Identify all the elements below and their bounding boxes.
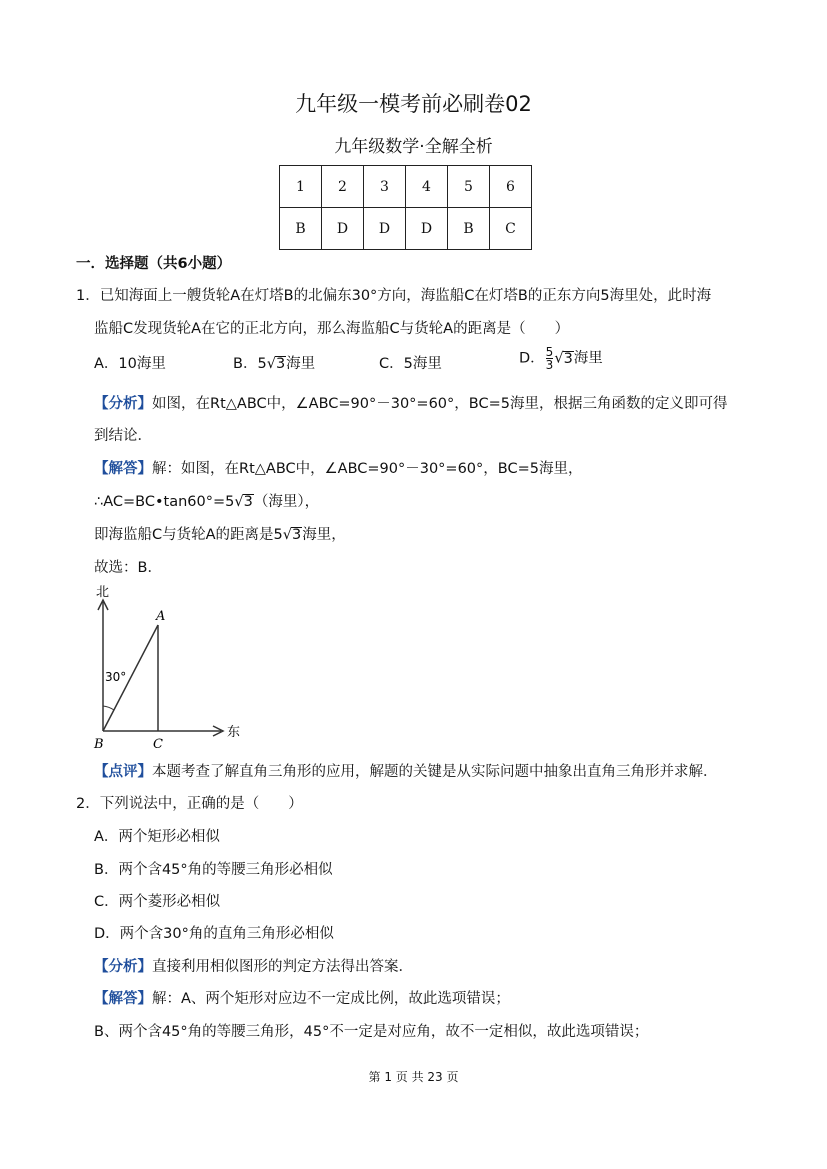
q1-solution-text: 解：如图，在Rt△ABC中，∠ABC=90°－30°=60°，BC=5海里，: [152, 461, 583, 477]
sqrt-sign: √: [266, 356, 276, 372]
sqrt-sign: √: [282, 527, 293, 543]
q1-option-b-radicand: 3: [275, 356, 286, 372]
sqrt-sign: √: [554, 350, 564, 367]
answer-table-answer-row: [280, 208, 532, 250]
east-label: 东: [227, 725, 241, 740]
comment-tag: 【点评】: [94, 764, 152, 780]
q1-solution2-prefix: ∴AC=BC•tan60°=5: [94, 494, 235, 510]
table-cell: 6: [490, 166, 532, 208]
q1-solution-line1: [94, 457, 582, 478]
page-footer: 第 1 页 共 23 页: [368, 1070, 459, 1084]
q1-solution-line3: [94, 523, 346, 544]
q1-comment-text: 本题考查了解直角三角形的应用，解题的关键是从实际问题中抽象出直角三角形并求解．: [152, 764, 718, 780]
q2-analysis: [94, 955, 413, 976]
q2-option-b: B．两个含45°角的等腰三角形必相似: [94, 862, 333, 878]
table-cell: B: [448, 208, 490, 250]
q1-option-b: [233, 352, 315, 373]
table-cell: D: [322, 208, 364, 250]
triangle-figure: [86, 580, 256, 752]
q2-option-c: C．两个菱形必相似: [94, 894, 221, 910]
q1-option-d-prefix: D．: [519, 350, 545, 367]
point-b-label: B: [94, 737, 104, 752]
table-cell: 2: [322, 166, 364, 208]
q1-option-c: C．5海里: [379, 356, 442, 372]
q2-solution-text: 解：A、两个矩形对应边不一定成比例，故此选项错误；: [152, 991, 510, 1007]
table-cell: D: [364, 208, 406, 250]
table-cell: 5: [448, 166, 490, 208]
q1-solution3-prefix: 即海监船C与货轮A的距离是5: [94, 527, 283, 543]
q1-option-d-radicand: 3: [563, 350, 573, 367]
q1-option-b-prefix: B．5: [233, 356, 267, 372]
sqrt-sign: √: [234, 494, 244, 510]
q2-option-a: A．两个矩形必相似: [94, 829, 220, 845]
point-c-label: C: [153, 737, 163, 752]
table-cell: 1: [280, 166, 322, 208]
q1-stem-line1: 1．已知海面上一艘货轮A在灯塔B的北偏东30°方向，海监船C在灯塔B的正东方向5海里处，此时海: [76, 288, 712, 304]
point-a-label: A: [156, 609, 166, 624]
fraction-numerator: 5: [545, 345, 554, 359]
analysis-tag: 【分析】: [94, 959, 152, 975]
q2-solution-line1: [94, 987, 510, 1008]
north-label: 北: [96, 585, 110, 600]
q2-stem: 2．下列说法中，正确的是（ ）: [76, 796, 303, 812]
angle-arc: [103, 706, 114, 710]
q2-solution-line2: B、两个含45°角的等腰三角形，45°不一定是对应角，故不一定相似，故此选项错误；: [94, 1024, 649, 1040]
table-cell: 4: [406, 166, 448, 208]
q1-solution3-suffix: 海里，: [302, 527, 346, 543]
page-title: 九年级一模考前必刷卷02: [295, 92, 532, 116]
q1-option-b-unit: 海里: [286, 356, 316, 372]
q1-option-a: A．10海里: [94, 356, 166, 372]
q1-analysis-line2: 到结论．: [94, 428, 152, 444]
page-subtitle: 九年级数学·全解全析: [334, 137, 493, 157]
table-cell: B: [280, 208, 322, 250]
table-cell: C: [490, 208, 532, 250]
q1-analysis-text: 如图，在Rt△ABC中，∠ABC=90°－30°=60°，BC=5海里，根据三角函数的定义即可得: [152, 396, 728, 412]
solution-tag: 【解答】: [94, 461, 152, 477]
section-heading: 一．选择题（共6小题）: [76, 256, 232, 272]
answer-table: [279, 165, 532, 250]
q1-stem-line2: 监船C发现货轮A在它的正北方向，那么海监船C与货轮A的距离是（ ）: [94, 321, 570, 337]
q1-solution2-radicand: 3: [243, 494, 253, 510]
q1-solution-line2: [94, 490, 319, 511]
analysis-tag: 【分析】: [94, 396, 152, 412]
q1-solution2-suffix: （海里），: [253, 494, 320, 510]
table-cell: 3: [364, 166, 406, 208]
q1-option-d-unit: 海里: [573, 350, 603, 367]
answer-table-number-row: [280, 166, 532, 208]
table-cell: D: [406, 208, 448, 250]
q1-choice: 故选：B．: [94, 560, 162, 576]
angle-label: 30°: [105, 670, 127, 684]
q1-solution3-radicand: 3: [292, 527, 302, 543]
q1-option-d: [519, 346, 603, 371]
solution-tag: 【解答】: [94, 991, 152, 1007]
q1-comment: [94, 760, 718, 781]
fraction-denominator: 3: [545, 358, 554, 372]
q1-analysis-line1: [94, 392, 727, 413]
q2-option-d: D．两个含30°角的直角三角形必相似: [94, 926, 334, 942]
q1-option-d-fraction: [546, 346, 554, 371]
q2-analysis-text: 直接利用相似图形的判定方法得出答案．: [152, 959, 413, 975]
